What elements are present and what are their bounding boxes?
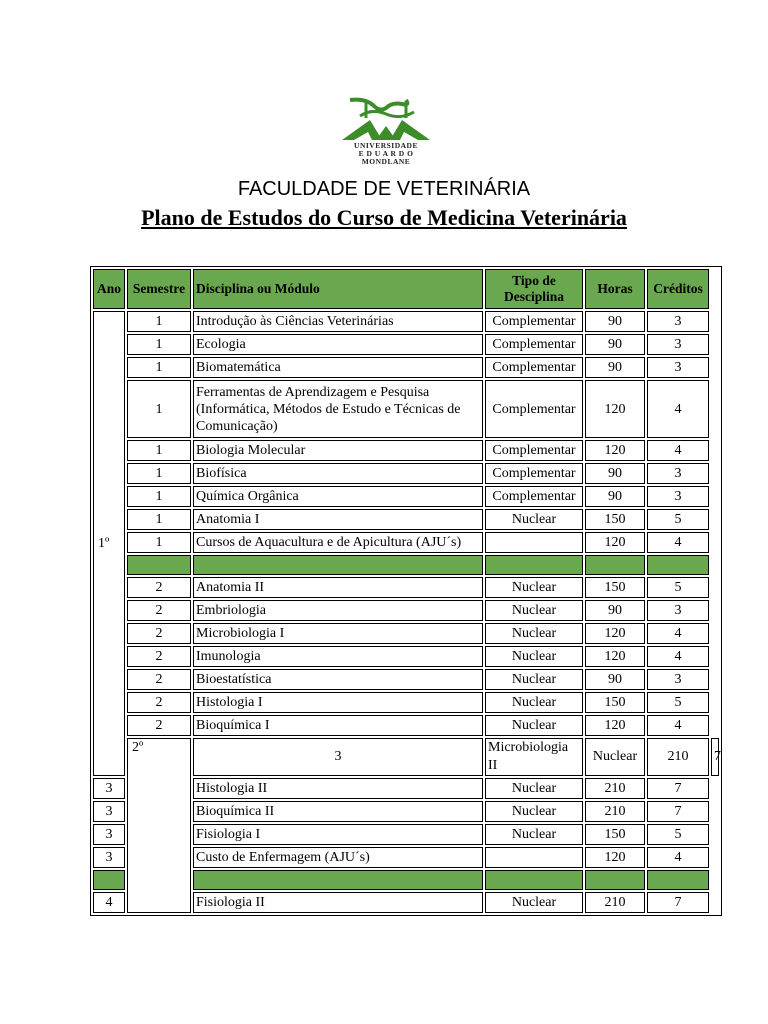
disciplina-cell: Embriologia — [193, 600, 483, 621]
document-title: Plano de Estudos do Curso de Medicina Veterinária — [141, 205, 627, 230]
tipo-cell: Nuclear — [485, 509, 583, 530]
header-ano: Ano — [93, 269, 125, 309]
table-row — [93, 577, 719, 598]
horas-cell: 120 — [585, 380, 645, 438]
disciplina-cell: Anatomia II — [193, 577, 483, 598]
table-row — [93, 463, 719, 484]
logo-emblem-icon — [336, 94, 436, 144]
semestre-cell: 3 — [93, 824, 125, 845]
semestre-cell: 3 — [93, 847, 125, 868]
tipo-cell: Nuclear — [585, 738, 645, 776]
semestre-cell: 1 — [127, 486, 191, 507]
disciplina-cell: Histologia II — [193, 778, 483, 799]
disciplina-cell: Biologia Molecular — [193, 440, 483, 461]
creditos-cell: 4 — [647, 715, 709, 736]
separator-row — [93, 555, 719, 575]
year-label: 2º — [132, 740, 144, 755]
table-row — [93, 380, 719, 438]
disciplina-cell: Histologia I — [193, 692, 483, 713]
semestre-cell: 2 — [127, 577, 191, 598]
tipo-cell: Nuclear — [485, 577, 583, 598]
tipo-cell — [485, 532, 583, 553]
creditos-cell: 7 — [647, 892, 709, 913]
table-row — [93, 646, 719, 667]
logo-text-line-2: E D U A R D O — [358, 149, 414, 158]
disciplina-cell: Imunologia — [193, 646, 483, 667]
header-tipo: Tipo de Desciplina — [485, 269, 583, 309]
semestre-cell: 3 — [193, 738, 483, 776]
logo-text-line-1: UNIVERSIDADE — [354, 141, 418, 150]
tipo-cell: Nuclear — [485, 824, 583, 845]
horas-cell: 120 — [585, 646, 645, 667]
table-row — [93, 692, 719, 713]
horas-cell: 90 — [585, 311, 645, 332]
year-cell — [127, 738, 191, 913]
tipo-cell: Nuclear — [485, 600, 583, 621]
creditos-cell: 4 — [647, 847, 709, 868]
year-label: 1º — [98, 535, 110, 551]
semestre-cell: 2 — [127, 715, 191, 736]
horas-cell: 150 — [585, 692, 645, 713]
horas-cell: 120 — [585, 532, 645, 553]
logo-text-line-3: MONDLANE — [361, 157, 411, 166]
table-row — [93, 440, 719, 461]
semestre-cell: 1 — [127, 311, 191, 332]
disciplina-cell: Introdução às Ciências Veterinárias — [193, 311, 483, 332]
tipo-cell: Complementar — [485, 357, 583, 378]
table-row — [93, 334, 719, 355]
creditos-cell: 7 — [647, 801, 709, 822]
disciplina-cell: Custo de Enfermagem (AJU´s) — [193, 847, 483, 868]
header-horas: Horas — [585, 269, 645, 309]
disciplina-cell: Anatomia I — [193, 509, 483, 530]
disciplina-cell: Bioquímica I — [193, 715, 483, 736]
disciplina-cell: Química Orgânica — [193, 486, 483, 507]
header-creditos: Créditos — [647, 269, 709, 309]
semestre-cell: 3 — [93, 801, 125, 822]
creditos-cell: 3 — [647, 600, 709, 621]
horas-cell: 210 — [585, 892, 645, 913]
tipo-cell: Complementar — [485, 440, 583, 461]
horas-cell: 90 — [585, 357, 645, 378]
creditos-cell: 4 — [647, 440, 709, 461]
creditos-cell: 7 — [711, 738, 719, 776]
disciplina-cell: Fisiologia I — [193, 824, 483, 845]
semestre-cell: 2 — [127, 600, 191, 621]
semestre-cell: 1 — [127, 463, 191, 484]
tipo-cell: Nuclear — [485, 669, 583, 690]
table-header-row — [93, 269, 719, 309]
tipo-cell: Nuclear — [485, 778, 583, 799]
table-row — [93, 486, 719, 507]
semestre-cell: 2 — [127, 646, 191, 667]
creditos-cell: 3 — [647, 486, 709, 507]
creditos-cell: 3 — [647, 669, 709, 690]
tipo-cell: Nuclear — [485, 646, 583, 667]
tipo-cell: Complementar — [485, 463, 583, 484]
table-row — [93, 532, 719, 553]
semestre-cell: 4 — [93, 892, 125, 913]
creditos-cell: 4 — [647, 623, 709, 644]
horas-cell: 90 — [585, 463, 645, 484]
table-row — [93, 311, 719, 332]
semestre-cell: 1 — [127, 532, 191, 553]
tipo-cell: Nuclear — [485, 623, 583, 644]
horas-cell: 210 — [585, 801, 645, 822]
semestre-cell: 1 — [127, 334, 191, 355]
semestre-cell: 1 — [127, 357, 191, 378]
disciplina-cell: Bioquímica II — [193, 801, 483, 822]
creditos-cell: 7 — [647, 778, 709, 799]
horas-cell: 90 — [585, 600, 645, 621]
horas-cell: 210 — [585, 778, 645, 799]
horas-cell: 150 — [585, 577, 645, 598]
disciplina-cell: Bioestatística — [193, 669, 483, 690]
semestre-cell: 1 — [127, 380, 191, 438]
tipo-cell: Nuclear — [485, 892, 583, 913]
creditos-cell: 4 — [647, 532, 709, 553]
semestre-cell: 1 — [127, 509, 191, 530]
creditos-cell: 3 — [647, 357, 709, 378]
horas-cell: 120 — [585, 623, 645, 644]
study-plan-table — [90, 266, 722, 916]
disciplina-cell: Ferramentas de Aprendizagem e Pesquisa (Informática, Métodos de Estudo e Técnicas de Comunicação) — [193, 380, 483, 438]
tipo-cell: Complementar — [485, 486, 583, 507]
table-row — [93, 600, 719, 621]
table-row — [93, 738, 719, 776]
table-row — [93, 623, 719, 644]
semestre-cell: 1 — [127, 440, 191, 461]
horas-cell: 90 — [585, 669, 645, 690]
tipo-cell: Complementar — [485, 334, 583, 355]
creditos-cell: 5 — [647, 824, 709, 845]
creditos-cell: 5 — [647, 509, 709, 530]
header-semestre: Semestre — [127, 269, 191, 309]
table-row — [93, 357, 719, 378]
tipo-cell — [485, 847, 583, 868]
semestre-cell: 3 — [93, 778, 125, 799]
horas-cell: 210 — [647, 738, 709, 776]
disciplina-cell: Cursos de Aquacultura e de Apicultura (AJU´s) — [193, 532, 483, 553]
disciplina-cell: Biofísica — [193, 463, 483, 484]
horas-cell: 150 — [585, 824, 645, 845]
creditos-cell: 3 — [647, 334, 709, 355]
creditos-cell: 4 — [647, 646, 709, 667]
table-row — [93, 509, 719, 530]
year-cell — [93, 311, 125, 776]
semestre-cell: 2 — [127, 669, 191, 690]
tipo-cell: Complementar — [485, 311, 583, 332]
disciplina-cell: Microbiologia II — [485, 738, 583, 776]
creditos-cell: 5 — [647, 577, 709, 598]
horas-cell: 120 — [585, 440, 645, 461]
table-row — [93, 715, 719, 736]
disciplina-cell: Ecologia — [193, 334, 483, 355]
creditos-cell: 3 — [647, 463, 709, 484]
table-row — [93, 669, 719, 690]
horas-cell: 90 — [585, 486, 645, 507]
creditos-cell: 5 — [647, 692, 709, 713]
tipo-cell: Nuclear — [485, 715, 583, 736]
horas-cell: 90 — [585, 334, 645, 355]
disciplina-cell: Microbiologia I — [193, 623, 483, 644]
horas-cell: 120 — [585, 847, 645, 868]
tipo-cell: Nuclear — [485, 801, 583, 822]
disciplina-cell: Fisiologia II — [193, 892, 483, 913]
horas-cell: 150 — [585, 509, 645, 530]
semestre-cell: 2 — [127, 623, 191, 644]
semestre-cell: 2 — [127, 692, 191, 713]
creditos-cell: 4 — [647, 380, 709, 438]
tipo-cell: Nuclear — [485, 692, 583, 713]
faculty-name: FACULDADE DE VETERINÁRIA — [237, 178, 531, 200]
disciplina-cell: Biomatemática — [193, 357, 483, 378]
header-disciplina: Disciplina ou Módulo — [193, 269, 483, 309]
horas-cell: 120 — [585, 715, 645, 736]
tipo-cell: Complementar — [485, 380, 583, 438]
creditos-cell: 3 — [647, 311, 709, 332]
